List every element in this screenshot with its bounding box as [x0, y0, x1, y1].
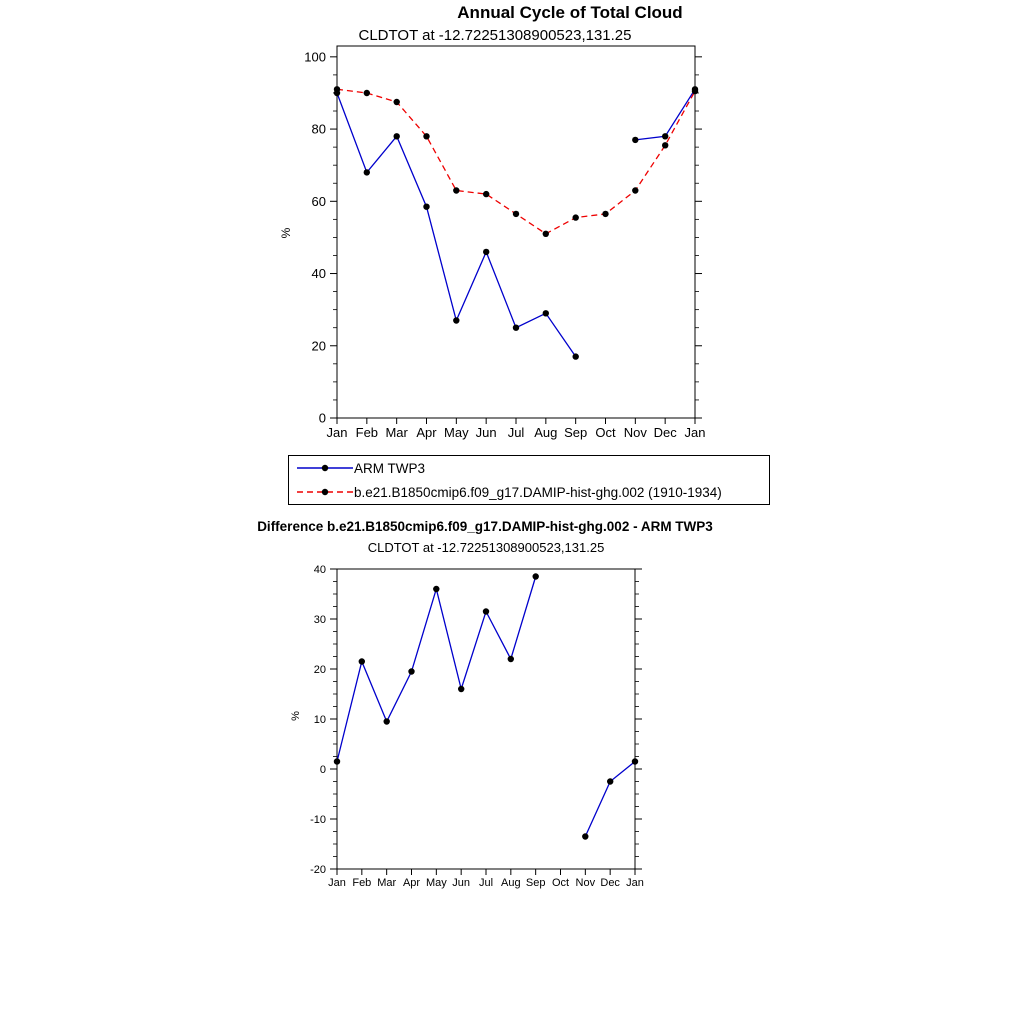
x-tick-label: Nov — [623, 425, 647, 440]
x-tick-label: Nov — [575, 877, 596, 889]
diff-chart-plot — [270, 560, 690, 895]
legend-sample-model — [296, 485, 354, 499]
x-tick-label: Jul — [478, 877, 494, 889]
x-tick-label: Jun — [475, 425, 497, 440]
y-tick-label: 0 — [319, 763, 326, 776]
x-tick-label: Jan — [328, 877, 346, 889]
top-chart-title: Annual Cycle of Total Cloud — [457, 3, 683, 22]
y-tick-label: 20 — [313, 663, 326, 676]
x-tick-label: Jul — [507, 425, 525, 440]
top-chart-ylabel: % — [279, 227, 293, 239]
y-tick-label: 20 — [311, 338, 326, 354]
x-tick-label: Oct — [595, 425, 616, 440]
y-tick-label: 80 — [311, 121, 326, 137]
legend-marker-arm-icon — [322, 465, 328, 471]
y-tick-label: 40 — [313, 563, 326, 576]
x-tick-label: May — [425, 877, 447, 889]
x-tick-label: Jan — [326, 425, 348, 440]
data-point — [433, 586, 439, 592]
x-tick-label: Mar — [385, 425, 408, 440]
data-point — [582, 833, 588, 839]
x-tick-label: Feb — [352, 877, 372, 889]
data-point — [483, 608, 489, 614]
diff-chart-title: Difference b.e21.B1850cmip6.f09_g17.DAMIP-hist-ghg.002 - ARM TWP3 — [257, 519, 713, 534]
y-tick-label: 0 — [318, 410, 326, 426]
x-tick-label: Jan — [626, 877, 644, 889]
data-point — [543, 231, 549, 237]
data-point — [662, 133, 668, 139]
x-tick-label: Apr — [416, 425, 437, 440]
data-point — [408, 668, 414, 674]
top-chart-plot — [260, 40, 740, 455]
y-tick-label: 40 — [311, 266, 326, 282]
data-point — [513, 211, 519, 217]
data-point — [453, 187, 459, 193]
data-point — [394, 99, 400, 105]
series-line-0 — [337, 89, 695, 356]
x-tick-label: May — [444, 425, 469, 440]
data-point — [394, 133, 400, 139]
data-point — [632, 137, 638, 143]
y-tick-label: -20 — [310, 863, 326, 876]
data-point — [533, 573, 539, 579]
data-point — [573, 353, 579, 359]
x-tick-label: Aug — [501, 877, 521, 889]
legend-label-arm: ARM TWP3 — [354, 460, 426, 476]
x-tick-label: Oct — [551, 877, 570, 889]
data-point — [692, 88, 698, 94]
data-point — [334, 758, 340, 764]
x-tick-label: Sep — [564, 425, 588, 440]
data-point — [607, 778, 613, 784]
legend-sample-arm — [296, 461, 354, 475]
y-tick-label: -10 — [310, 813, 326, 826]
data-point — [458, 686, 464, 692]
legend — [288, 455, 770, 505]
x-tick-label: Dec — [600, 877, 620, 889]
legend-marker-model-icon — [322, 489, 328, 495]
data-point — [543, 310, 549, 316]
y-tick-label: 30 — [313, 613, 326, 626]
data-point — [632, 758, 638, 764]
data-point — [483, 249, 489, 255]
data-point — [359, 658, 365, 664]
x-tick-label: Jun — [452, 877, 471, 889]
diff-chart-ylabel: % — [290, 711, 302, 721]
data-point — [513, 325, 519, 331]
series-line-0 — [337, 577, 635, 837]
plot-frame — [337, 46, 695, 418]
x-tick-label: Dec — [653, 425, 677, 440]
x-tick-label: Sep — [525, 877, 546, 889]
y-tick-label: 10 — [313, 713, 326, 726]
x-tick-label: Feb — [355, 425, 379, 440]
data-point — [573, 214, 579, 220]
x-tick-label: Jan — [684, 425, 706, 440]
data-point — [384, 718, 390, 724]
data-point — [364, 90, 370, 96]
legend-item-arm — [289, 457, 769, 479]
x-tick-label: Mar — [377, 877, 397, 889]
data-point — [483, 191, 489, 197]
data-point — [334, 86, 340, 92]
data-point — [423, 133, 429, 139]
x-tick-label: Aug — [534, 425, 558, 440]
data-point — [423, 204, 429, 210]
data-point — [602, 211, 608, 217]
legend-label-model: b.e21.B1850cmip6.f09_g17.DAMIP-hist-ghg.002 (1910-1934) — [354, 484, 722, 500]
x-tick-label: Apr — [402, 877, 421, 889]
data-point — [662, 142, 668, 148]
y-tick-label: 60 — [311, 193, 326, 209]
top-chart-subtitle: CLDTOT at -12.72251308900523,131.25 — [358, 27, 632, 44]
y-tick-label: 100 — [304, 49, 326, 65]
data-point — [364, 169, 370, 175]
legend-item-model — [289, 481, 769, 503]
data-point — [632, 187, 638, 193]
data-point — [453, 317, 459, 323]
data-point — [508, 656, 514, 662]
diff-chart-subtitle: CLDTOT at -12.72251308900523,131.25 — [367, 540, 605, 555]
